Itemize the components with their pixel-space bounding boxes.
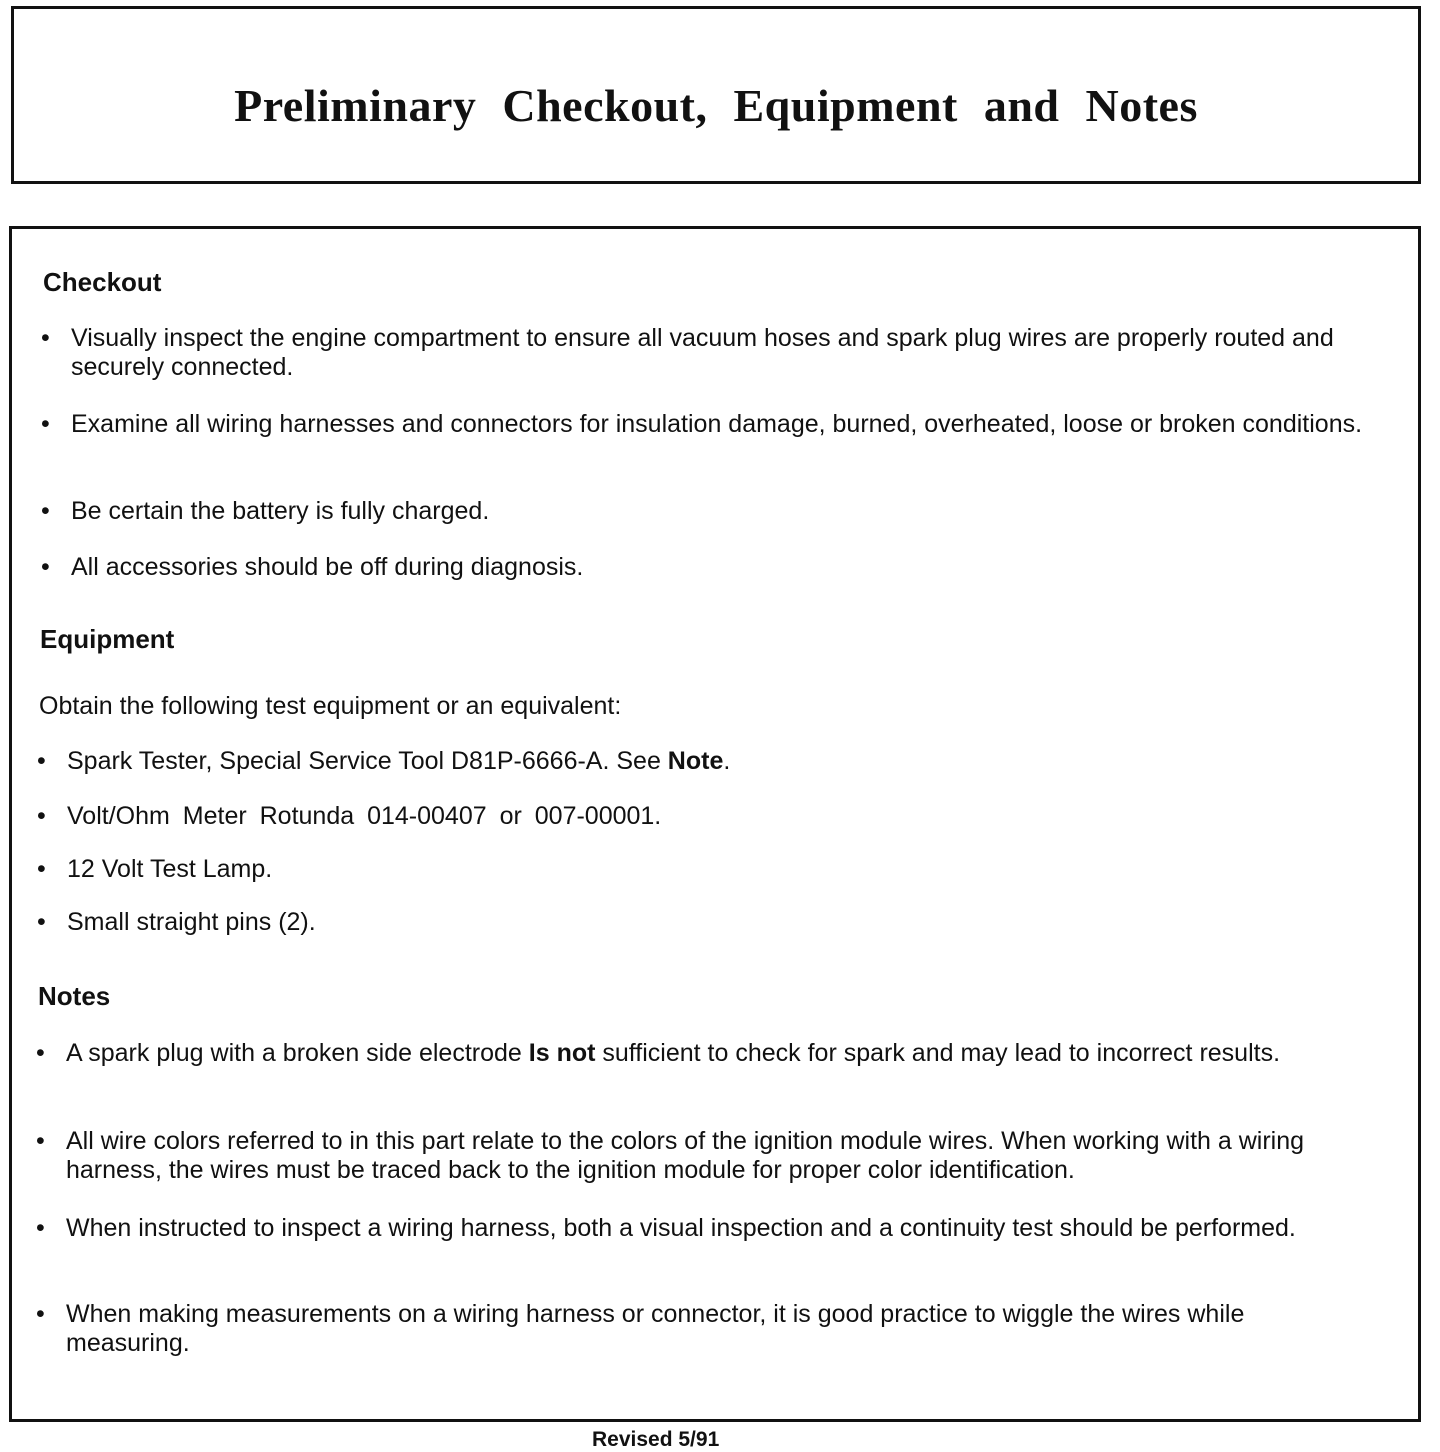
title-box	[11, 6, 1421, 184]
bullet-icon: •	[36, 1300, 45, 1328]
equipment-item	[37, 802, 1367, 831]
bullet-icon: •	[41, 324, 50, 352]
notes-item	[36, 1039, 1366, 1068]
bullet-icon: •	[36, 1039, 45, 1067]
checkout-heading: Checkout	[43, 267, 162, 297]
notes-item-text-part: sufficient to check for spark and may lead to incorrect results.	[595, 1039, 1281, 1067]
equipment-item-text	[67, 747, 1367, 776]
note-reference: Note	[667, 747, 724, 775]
notes-item-text-part: A spark plug with a broken side electrode	[66, 1039, 529, 1067]
notes-item-text	[66, 1039, 1366, 1068]
equipment-item	[37, 908, 1367, 937]
equipment-item	[37, 747, 1367, 776]
bullet-icon: •	[37, 802, 46, 830]
notes-item-text: When instructed to inspect a wiring harness, both a visual inspection and a continuity test should be performed.	[66, 1214, 1296, 1242]
equipment-item-text-part: Spark Tester, Special Service Tool D81P-6666-A. See	[67, 747, 668, 775]
content-box	[9, 226, 1421, 1422]
bullet-icon: •	[41, 410, 50, 438]
bullet-icon: •	[36, 1127, 45, 1155]
notes-item-text: When making measurements on a wiring harness or connector, it is good practice to wiggle the wires while measuring.	[66, 1300, 1245, 1357]
notes-item	[36, 1214, 1366, 1243]
checkout-item-text: Be certain the battery is fully charged.	[71, 497, 490, 525]
equipment-item-text-part: .	[723, 747, 731, 775]
equipment-item-text: Volt/Ohm Meter Rotunda 014-00407 or 007-00001.	[67, 802, 662, 830]
bullet-icon: •	[41, 553, 50, 581]
equipment-intro: Obtain the following test equipment or an equivalent:	[39, 692, 622, 720]
checkout-item	[41, 553, 1371, 582]
emphasis-text: Is not	[528, 1039, 596, 1067]
checkout-item	[41, 324, 1371, 382]
notes-item-text: All wire colors referred to in this part relate to the colors of the ignition module wires. When working with a wiring harness, the wires must be traced back to the ignition module for proper color identification.	[66, 1127, 1305, 1184]
bullet-icon: •	[37, 855, 46, 883]
checkout-item-text: All accessories should be off during diagnosis.	[71, 553, 584, 581]
revision-footer: Revised 5/91	[592, 1428, 720, 1451]
notes-item	[36, 1127, 1366, 1185]
checkout-item	[41, 497, 1371, 526]
notes-item	[36, 1300, 1366, 1358]
notes-heading: Notes	[38, 981, 111, 1011]
page-title: Preliminary Checkout, Equipment and Notes	[234, 80, 1198, 131]
checkout-item	[41, 410, 1371, 439]
checkout-item-text: Examine all wiring harnesses and connectors for insulation damage, burned, overheated, loose or broken conditions.	[71, 410, 1363, 438]
bullet-icon: •	[37, 747, 46, 775]
checkout-item-text: Visually inspect the engine compartment to ensure all vacuum hoses and spark plug wires are properly routed and securely connected.	[71, 324, 1334, 381]
equipment-item-text: Small straight pins (2).	[67, 908, 316, 936]
bullet-icon: •	[41, 497, 50, 525]
equipment-item	[37, 855, 1367, 884]
equipment-item-text: 12 Volt Test Lamp.	[67, 855, 273, 883]
equipment-heading: Equipment	[40, 624, 175, 654]
bullet-icon: •	[36, 1214, 45, 1242]
bullet-icon: •	[37, 908, 46, 936]
